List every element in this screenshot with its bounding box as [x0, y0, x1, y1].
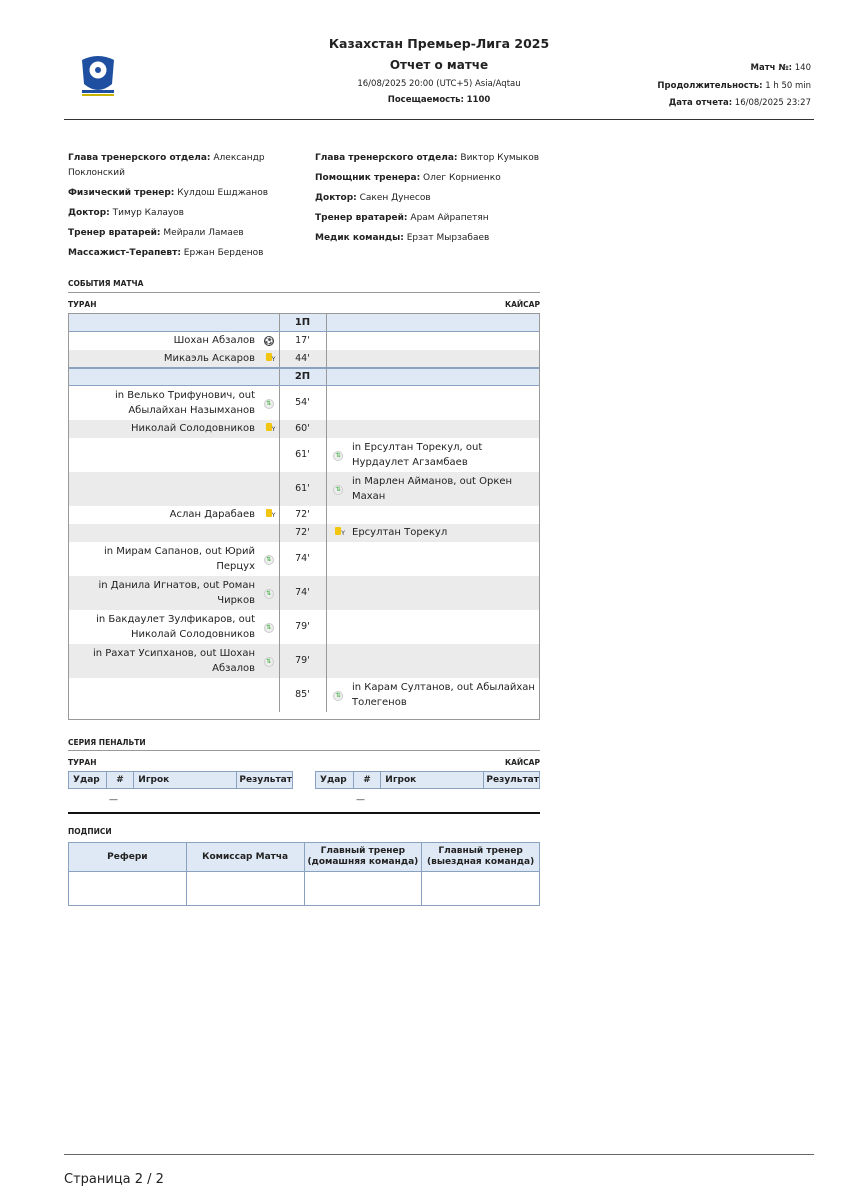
substitution-icon: ⇅ — [264, 657, 274, 667]
events-section-label: СОБЫТИЯ МАТЧА — [68, 279, 144, 288]
staff-item: Глава тренерского отдела: Александр Поклонский — [68, 153, 265, 178]
report-header — [64, 28, 814, 120]
substitution-icon: ⇅ — [264, 399, 274, 409]
match-datetime: 16/08/2025 20:00 (UTC+5) Asia/Aqtau — [357, 79, 521, 89]
home-coach-column: Главный тренер (домашняя команда) — [304, 843, 422, 872]
penalties-home-team: ТУРАН — [68, 758, 97, 767]
divider — [68, 750, 540, 751]
match-events-table — [68, 313, 540, 712]
report-date: Дата отчета: 16/08/2025 23:27 — [668, 98, 811, 108]
signatures-section-label: ПОДПИСИ — [68, 827, 112, 836]
divider — [68, 812, 540, 814]
signature-cell — [186, 872, 304, 906]
away-staff — [315, 151, 545, 251]
staff-item: Массажист-Терапевт: Ержан Берденов — [68, 248, 264, 258]
signatures-table — [68, 842, 540, 906]
table-row: 72' Y Ерсултан Торекул — [68, 524, 540, 542]
table-row: in Велько Трифунович, out Абылайхан Назымханов ⇅ 54' — [68, 386, 540, 420]
staff-item: Тренер вратарей: Мейрали Ламаев — [68, 228, 244, 238]
staff-item: Помощник тренера: Олег Корниенко — [315, 173, 501, 183]
table-row: in Мирам Сапанов, out Юрий Перцух ⇅ 74' — [68, 542, 540, 576]
match-number: Матч №: 140 — [750, 63, 811, 73]
staff-item: Медик команды: Ерзат Мырзабаев — [315, 233, 490, 243]
table-row: Николай Солодовников Y 60' — [68, 420, 540, 438]
staff-item: Глава тренерского отдела: Виктор Кумыков — [315, 153, 540, 163]
report-subtitle: Отчет о матче — [389, 58, 489, 72]
substitution-icon: ⇅ — [333, 691, 343, 701]
table-row: in Бакдаулет Зулфикаров, out Николай Солодовников ⇅ 79' — [68, 610, 540, 644]
away-penalties-empty: — — [356, 795, 365, 805]
away-team-name: КАЙСАР — [504, 300, 540, 309]
home-penalties-table: Удар # Игрок Результат — [68, 771, 293, 789]
substitution-icon: ⇅ — [264, 555, 274, 565]
attendance: Посещаемость: 1100 — [387, 95, 491, 105]
yellow-card-icon — [266, 423, 272, 431]
substitution-icon: ⇅ — [264, 623, 274, 633]
ball-icon: ⚽ — [264, 337, 274, 346]
staff-item: Тренер вратарей: Арам Айрапетян — [315, 213, 489, 223]
table-row: Шохан Абзалов ⚽ 17' — [68, 332, 540, 350]
table-row: Аслан Дарабаев Y 72' — [68, 506, 540, 524]
divider — [64, 1154, 814, 1155]
staff-item: Доктор: Сакен Дунесов — [315, 193, 431, 203]
penalties-section-label: СЕРИЯ ПЕНАЛЬТИ — [68, 738, 146, 747]
table-row: 85' ⇅ in Карам Султанов, out Абылайхан Толегенов — [68, 678, 540, 712]
away-coach-column: Главный тренер (выездная команда) — [422, 843, 540, 872]
half-header: 1П — [68, 314, 540, 332]
home-penalties-empty: — — [109, 795, 118, 805]
table-row: in Рахат Усипханов, out Шохан Абзалов ⇅ 79' — [68, 644, 540, 678]
signature-cell — [69, 872, 187, 906]
page-number: Страница 2 / 2 — [64, 1172, 164, 1187]
league-logo — [78, 54, 118, 100]
table-row: 61' ⇅ in Марлен Айманов, out Оркен Махан — [68, 472, 540, 506]
match-duration: Продолжительность: 1 h 50 min — [657, 81, 811, 91]
referee-column: Рефери — [69, 843, 187, 872]
divider — [68, 292, 540, 293]
substitution-icon: ⇅ — [333, 485, 343, 495]
half-header: 2П — [68, 368, 540, 386]
table-row: in Данила Игнатов, out Роман Чирков ⇅ 74' — [68, 576, 540, 610]
yellow-card-icon — [266, 353, 272, 361]
staff-item: Физический тренер: Кулдош Ешджанов — [68, 188, 269, 198]
away-penalties-table: Удар # Игрок Результат — [315, 771, 540, 789]
yellow-card-icon — [266, 509, 272, 517]
commissioner-column: Комиссар Матча — [186, 843, 304, 872]
staff-item: Доктор: Тимур Калауов — [68, 208, 184, 218]
substitution-icon: ⇅ — [264, 589, 274, 599]
league-title: Казахстан Премьер-Лига 2025 — [328, 36, 550, 51]
table-row: 61' ⇅ in Ерсултан Торекул, out Нурдаулет Агзамбаев — [68, 438, 540, 472]
home-staff — [68, 151, 278, 266]
penalties-away-team: КАЙСАР — [504, 758, 540, 767]
yellow-card-icon — [335, 527, 341, 535]
table-row: Микаэль Аскаров Y 44' — [68, 350, 540, 368]
substitution-icon: ⇅ — [333, 451, 343, 461]
home-team-name: ТУРАН — [68, 300, 97, 309]
signature-cell — [422, 872, 540, 906]
signature-cell — [304, 872, 422, 906]
